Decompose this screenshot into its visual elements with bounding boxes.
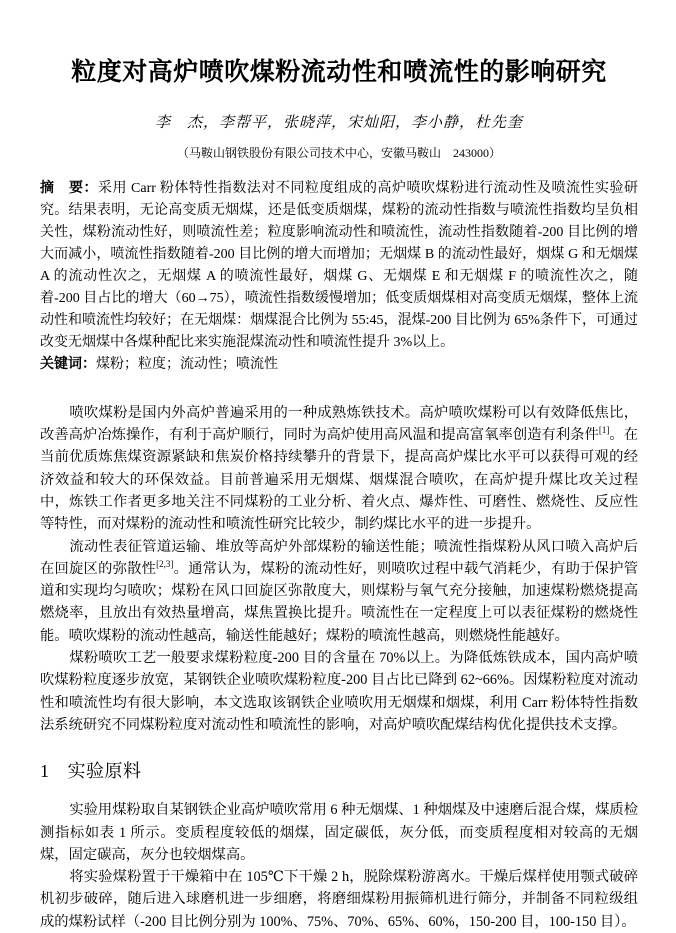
intro-paragraph-3: 煤粉喷吹工艺一般要求煤粉粒度-200 目的含量在 70%以上。为降低炼铁成本，国内高炉喷吹煤粉粒度逐步放宽，某钢铁企业喷吹煤粉粒度-200 目占比已降到 62~66%。因煤粉粒度对流动性和喷流性均有很大影响，本文选取该钢铁企业喷吹用无烟煤和烟煤，利用 Carr 粉体特性指数法系统研究不同煤粉粒度对流动性和喷流性的影响，对高炉喷吹配煤结构优化提供技术支撑。 [40,650,638,733]
section-1-heading [40,757,638,783]
keywords-text: 煤粉；粒度；流动性；喷流性 [96,356,278,372]
citation-ref-1: [1] [598,425,610,436]
intro-paragraph-2-text-post: 。通常认为，煤粉的流动性好，则喷吹过程中载气消耗少，有助于保护管道和实现均匀喷吹；煤粉在风口回旋区弥散度大，则煤粉与氧气充分接触，加速煤粉燃烧提高燃烧率，且放出有效热量增高，煤焦置换比提升。喷流性在一定程度上可以表征煤粉的燃烧性能。喷吹煤粉的流动性越高，输送性能越好；煤粉的喷流性越高，则燃烧性能越好。 [40,560,639,644]
authors-line: 李 杰，李帮平，张晓萍，宋灿阳，李小静，杜先奎 [154,114,523,131]
intro-paragraph-2 [40,536,638,647]
intro-paragraph-1-text-post: 。在当前优质炼焦煤资源紧缺和焦炭价格持续攀升的背景下，提高高炉煤比水平可以获得可观的经济效益和较大的环保效益。目前普遍采用无烟煤、烟煤混合喷吹，在高炉提升煤比攻关过程中，炼铁工作者更多地关注不同煤粉的工业分析、着火点、爆炸性、可磨性、燃烧性、反应性等特性，而对煤粉的流动性和喷流性研究比较少，制约煤比水平的进一步提升。 [40,427,639,533]
abstract-paragraph [40,178,638,354]
section-1-paragraph-1: 实验用煤粉取自某钢铁企业高炉喷吹常用 6 种无烟煤、1 种烟煤及中速磨后混合煤，煤质检测指标如表 1 所示。变质程度较低的烟煤，固定碳低，灰分低，而变质程度相对较高的无烟煤，固定碳高，灰分也较烟煤高。 [40,802,638,863]
section-1-title: 实验原料 [67,761,142,782]
intro-paragraph-1 [40,402,638,536]
affiliation-line: （马鞍山钢铁股份有限公司技术中心，安徽马鞍山 243000） [176,145,501,160]
intro-paragraph-2-text-pre: 流动性表征管道运输、堆放等高炉外部煤粉的输送性能；喷流性指煤粉从风口喷入高炉后在回旋区的弥散性 [40,538,638,577]
abstract-label: 摘 要： [40,180,99,196]
keywords-line [40,354,638,376]
page-title: 粒度对高炉喷吹煤粉流动性和喷流性的影响研究 [71,58,607,86]
intro-paragraph-1-text-pre: 喷吹煤粉是国内外高炉普遍采用的一种成熟炼铁技术。高炉喷吹煤粉可以有效降低焦比，改善高炉冶炼操作，有利于高炉顺行，同时为高炉使用高风温和提高富氧率创造有利条件 [40,404,638,444]
abstract-text: 采用 Carr 粉体特性指数法对不同粒度组成的高炉喷吹煤粉进行流动性及喷流性实验研究。结果表明，无论高变质无烟煤，还是低变质烟煤，煤粉的流动性指数与喷流性指数均呈负相关性，煤粉流动性好，则喷流性差；粒度影响流动性和喷流性，流动性指数随着-200 目比例的增大而减小，喷流性指数随着-200 目比例的增大而增加；无烟煤 B 的流动性最好，烟煤 G 和无烟煤 A 的流动性次之，无烟煤 A 的喷流性最好，烟煤 G、无烟煤 E 和无烟煤 F 的喷流性次之，随着-200 目占比的增大（60→75），喷流性指数缓慢增加；低变质烟煤相对高变质无烟煤，整体上流动性和喷流性均较好；在无烟煤：烟煤混合比例为 55:45，混煤-200 目比例为 65%条件下，可通过改变无烟煤中各煤种配比来实施混煤流动性和喷流性提升 3%以上。 [40,180,639,350]
citation-ref-2-3: [2,3] [156,559,174,570]
section-1-paragraph-2: 将实验煤粉置于干燥箱中在 105℃下干燥 2 h，脱除煤粉游离水。干燥后煤样使用颚式破碎机初步破碎，随后进入球磨机进一步细磨，将磨细煤粉用振筛机进行筛分，并制备不同粒级组成的煤粉试样（-200 目比例分别为 100%、75%、70%、65%、60%，150-200 目，100-150 目）。 [40,869,638,930]
section-1-number: 1 [40,761,50,782]
keywords-label: 关键词： [40,356,96,372]
